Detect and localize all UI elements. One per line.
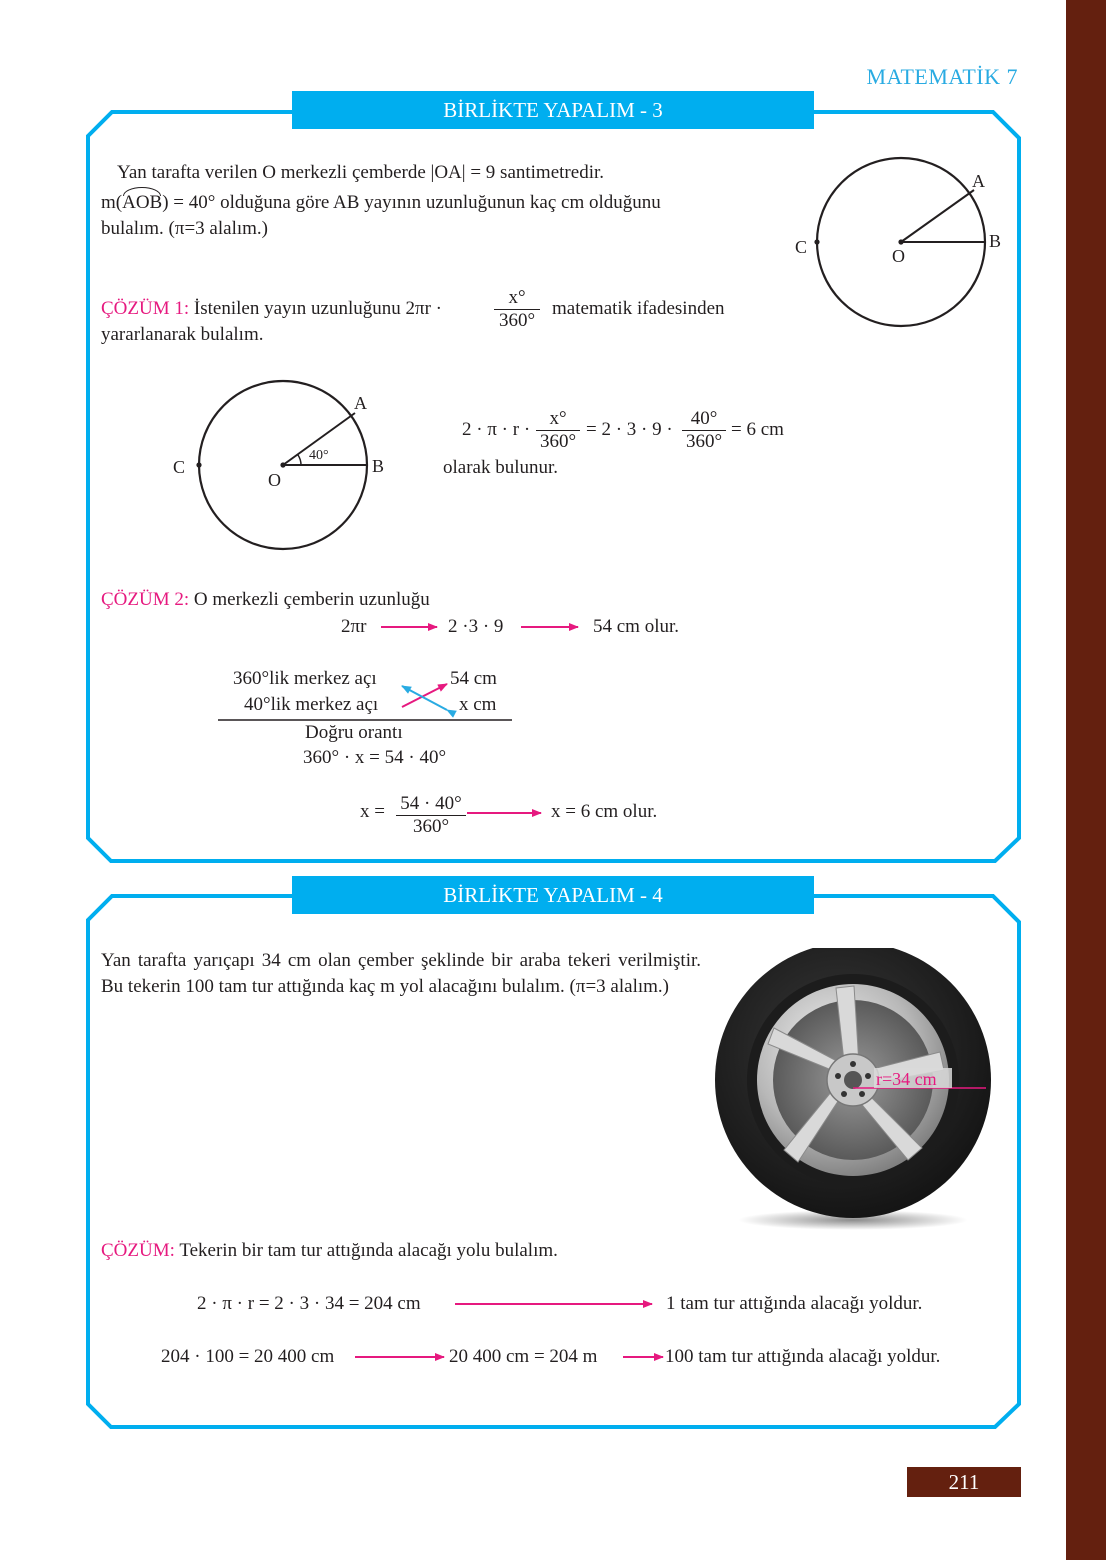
fraction-denominator: 360° [412,816,450,837]
fraction-numerator: x° [494,287,540,310]
car-wheel-image [708,948,1000,1233]
row1-right: 54 cm [450,668,497,689]
x-equals: x = [360,801,385,822]
cozum2-text: O merkezli çemberin uzunluğu [193,589,430,610]
arc-notation: AOB [122,190,162,216]
row1-left: 360°lik merkez açı [233,668,377,689]
fraction-denominator: 360° [498,310,536,331]
chain-step2: 2 ·3 · 9 [448,616,504,637]
box4-intro: Yan tarafta yarıçapı 34 cm olan çember şeklinde bir araba tekeri verilmiştir. Bu tekerin 100 tam tur attığında kaç m yol alacağını bulalım. (π=3 alalım.) [101,950,701,997]
label-b: B [989,231,1002,251]
fraction-denominator: 360° [685,431,723,452]
hub-center [844,1071,862,1089]
box3-intro-line1: Yan tarafta verilen O merkezli çemberde |OA| = 9 santimetredir. [117,162,604,183]
fraction-numerator: 40° [682,408,726,431]
proportion-equation: 360° · x = 54 · 40° [303,747,447,768]
page-number: 211 [907,1467,1021,1497]
row2-left: 40°lik merkez açı [244,694,379,715]
x-result: x = 6 cm olur. [551,801,658,822]
x-fraction [396,793,466,838]
label-c: C [173,457,186,477]
box4-cozum-line [101,1238,558,1264]
angle-label: 40° [309,448,329,463]
calc-part2: = 2 · 3 · 9 · [586,419,673,440]
box4-cozum-label: ÇÖZÜM: [101,1240,175,1261]
chain-step3: 54 cm olur. [593,616,680,637]
cross-arrow-blue [402,686,447,710]
label-a: A [354,393,367,413]
cozum1-text-b: matematik ifadesinden [552,298,725,319]
calc-part3: = 6 cm [731,419,784,440]
label-o: O [268,470,281,490]
box4-line1-right: 1 tam tur attığında alacağı yoldur. [666,1293,923,1314]
calc-result: olarak bulunur. [443,457,559,478]
fraction-numerator: 54 · 40° [396,793,466,816]
label-b: B [372,456,385,476]
radius-label: r=34 cm [876,1069,937,1089]
chain-step1: 2πr [341,616,367,637]
intro-suffix: ) = 40° olduğuna göre AB yayının uzunluğunun kaç cm olduğunu [162,192,661,213]
cozum1-text-c: yararlanarak bulalım. [101,324,264,345]
label-c: C [795,237,808,257]
box3-intro-line3: bulalım. (π=3 alalım.) [101,218,268,239]
intro-prefix: m( [101,192,123,213]
row2-right: x cm [459,694,497,715]
book-title: MATEMATİK 7 [866,64,1018,89]
box4-banner: BİRLİKTE YAPALIM - 4 [292,876,814,914]
box4-line1-left: 2 · π · r = 2 · 3 · 34 = 204 cm [197,1293,421,1314]
proportion-label: Doğru orantı [305,722,403,743]
cozum2-label: ÇÖZÜM 2: [101,589,190,610]
box4-cozum-text: Tekerin bir tam tur attığında alacağı yolu bulalım. [179,1240,558,1261]
fraction-numerator: x° [536,408,580,431]
label-a: A [972,171,985,191]
box3-banner: BİRLİKTE YAPALIM - 3 [292,91,814,129]
cozum1-label: ÇÖZÜM 1: [101,298,190,319]
box4-line2-b: 20 400 cm = 204 m [449,1346,598,1367]
label-o: O [892,246,905,266]
box4-line2-c: 100 tam tur attığında alacağı yoldur. [665,1346,941,1367]
calc-part1: 2 · π · r · [462,419,531,440]
fraction-denominator: 360° [539,431,577,452]
box4-line2-a: 204 · 100 = 20 400 cm [161,1346,335,1367]
cozum1-text-a: İstenilen yayın uzunluğunu 2πr · [193,298,443,319]
cross-arrow-pink [402,684,447,707]
